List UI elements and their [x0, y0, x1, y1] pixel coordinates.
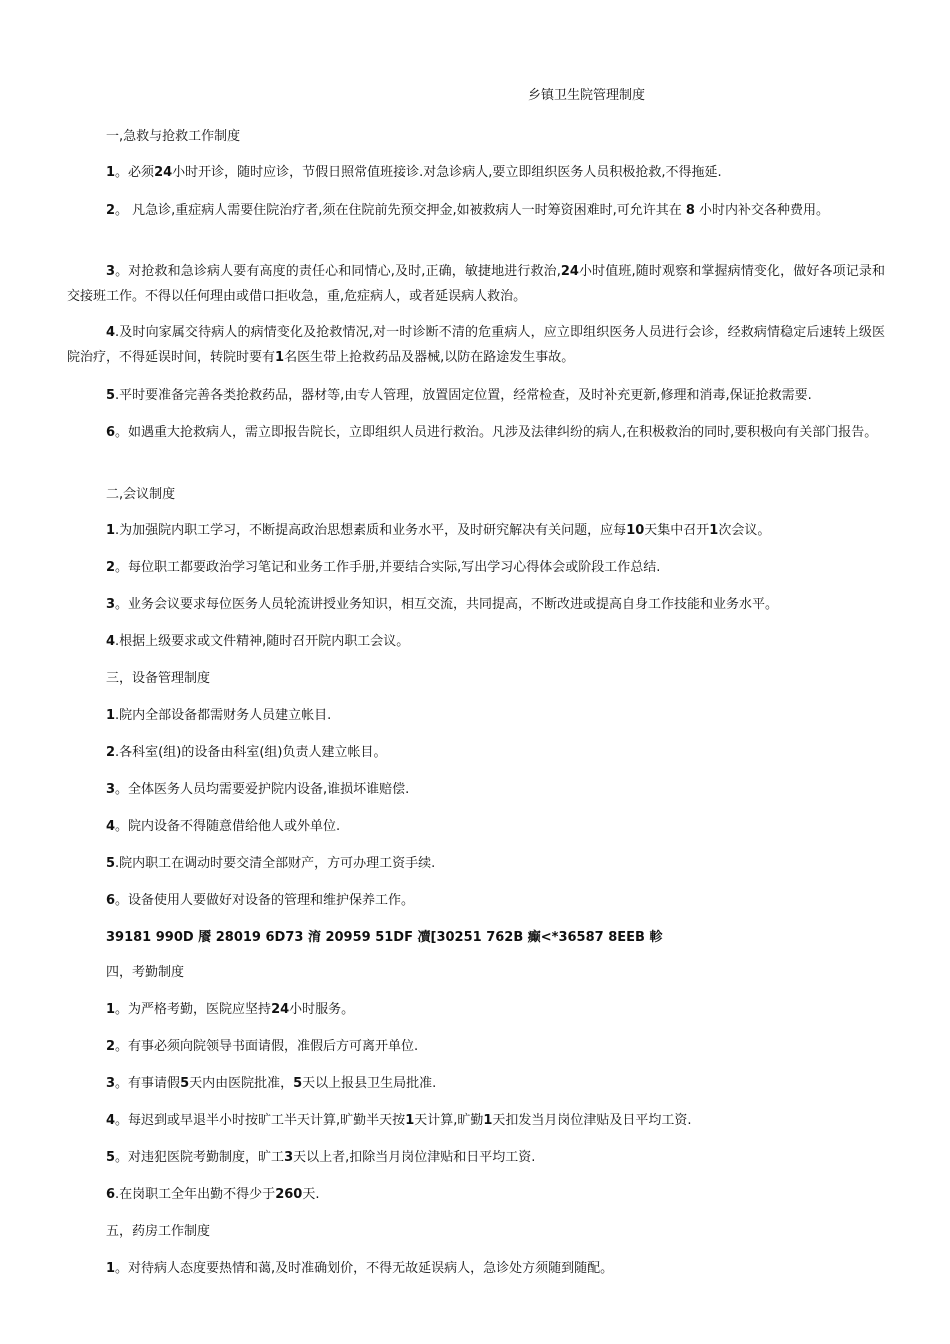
section-heading-pharmacy: 五，药房工作制度 — [106, 1224, 211, 1239]
section-heading-equipment: 三，设备管理制度 — [106, 671, 211, 686]
paragraph: 6.在岗职工全年出勤不得少于260天. — [106, 1187, 320, 1202]
paragraph: 3。对抢救和急诊病人要有高度的责任心和同情心,及时,正确，敏捷地进行救治,24小时值班,随时观察和掌握病情变化，做好各项记录和交接班工作。不得以任何理由或借口拒收急，重,危症病人，或者延误病人救治。 — [67, 264, 885, 304]
paragraph: 3。业务会议要求每位医务人员轮流讲授业务知识，相互交流，共同提高，不断改进或提高自身工作技能和业务水平。 — [106, 597, 779, 612]
paragraph: 5。对违犯医院考勤制度，旷工3天以上者,扣除当月岗位津贴和日平均工资. — [106, 1150, 536, 1165]
paragraph: 6。设备使用人要做好对设备的管理和维护保养工作。 — [106, 893, 415, 908]
section-heading-emergency: 一,急救与抢救工作制度 — [106, 129, 241, 144]
paragraph: 4。每迟到或早退半小时按旷工半天计算,旷勤半天按1天计算,旷勤1天扣发当月岗位津贴及日平均工资. — [106, 1113, 692, 1128]
paragraph: 5.平时要准备完善各类抢救药品，器材等,由专人管理，放置固定位置，经常检查，及时补充更新,修理和消毒,保证抢救需要. — [106, 388, 812, 403]
paragraph: 4.根据上级要求或文件精神,随时召开院内职工会议。 — [106, 634, 410, 649]
document-title: 乡镇卫生院管理制度 — [528, 88, 646, 103]
paragraph: 2。每位职工都要政治学习笔记和业务工作手册,并要结合实际,写出学习心得体会或阶段工作总结. — [106, 560, 661, 575]
paragraph: 4.及时向家属交待病人的病情变化及抢救情况,对一时诊断不清的危重病人，应立即组织医务人员进行会诊，经救病情稳定后速转上级医院治疗，不得延误时间，转院时要有1名医生带上抢救药品及器械,以防在路途发生事故。 — [67, 325, 885, 365]
paragraph: 1.院内全部设备都需财务人员建立帐目. — [106, 708, 332, 723]
encoded-text-line: 39181 990D 餍 28019 6D73 淯 20959 51DF 凟[30251 762B 癫<*36587 8EEB 軫 — [106, 930, 663, 945]
section-heading-attendance: 四，考勤制度 — [106, 965, 185, 980]
paragraph: 3。全体医务人员均需要爱护院内设备,谁损坏谁赔偿. — [106, 782, 410, 797]
paragraph: 1。为严格考勤，医院应坚持24小时服务。 — [106, 1002, 355, 1017]
paragraph: 2。有事必须向院领导书面请假，准假后方可离开单位. — [106, 1039, 419, 1054]
paragraph: 4。院内设备不得随意借给他人或外单位. — [106, 819, 341, 834]
paragraph: 2.各科室(组)的设备由科室(组)负责人建立帐目。 — [106, 745, 387, 760]
section-heading-meeting: 二,会议制度 — [106, 487, 176, 502]
paragraph: 1。对待病人态度要热情和蔼,及时准确划价，不得无故延误病人，急诊处方须随到随配。 — [106, 1261, 614, 1276]
paragraph: 1。必须24小时开诊，随时应诊，节假日照常值班接诊.对急诊病人,要立即组织医务人员积极抢救,不得拖延. — [106, 165, 722, 180]
paragraph: 3。有事请假5天内由医院批准，5天以上报县卫生局批准. — [106, 1076, 437, 1091]
paragraph: 2。 凡急诊,重症病人需要住院治疗者,须在住院前先预交押金,如被救病人一时筹资困难时,可允许其在 8 小时内补交各种费用。 — [106, 203, 830, 218]
paragraph: 1.为加强院内职工学习，不断提高政治思想素质和业务水平，及时研究解决有关问题，应每10天集中召开1次会议。 — [106, 523, 771, 538]
paragraph: 5.院内职工在调动时要交清全部财产，方可办理工资手续. — [106, 856, 436, 871]
paragraph: 6。如遇重大抢救病人，需立即报告院长，立即组织人员进行救治。凡涉及法律纠纷的病人,在积极救治的同时,要积极向有关部门报告。 — [106, 425, 878, 440]
